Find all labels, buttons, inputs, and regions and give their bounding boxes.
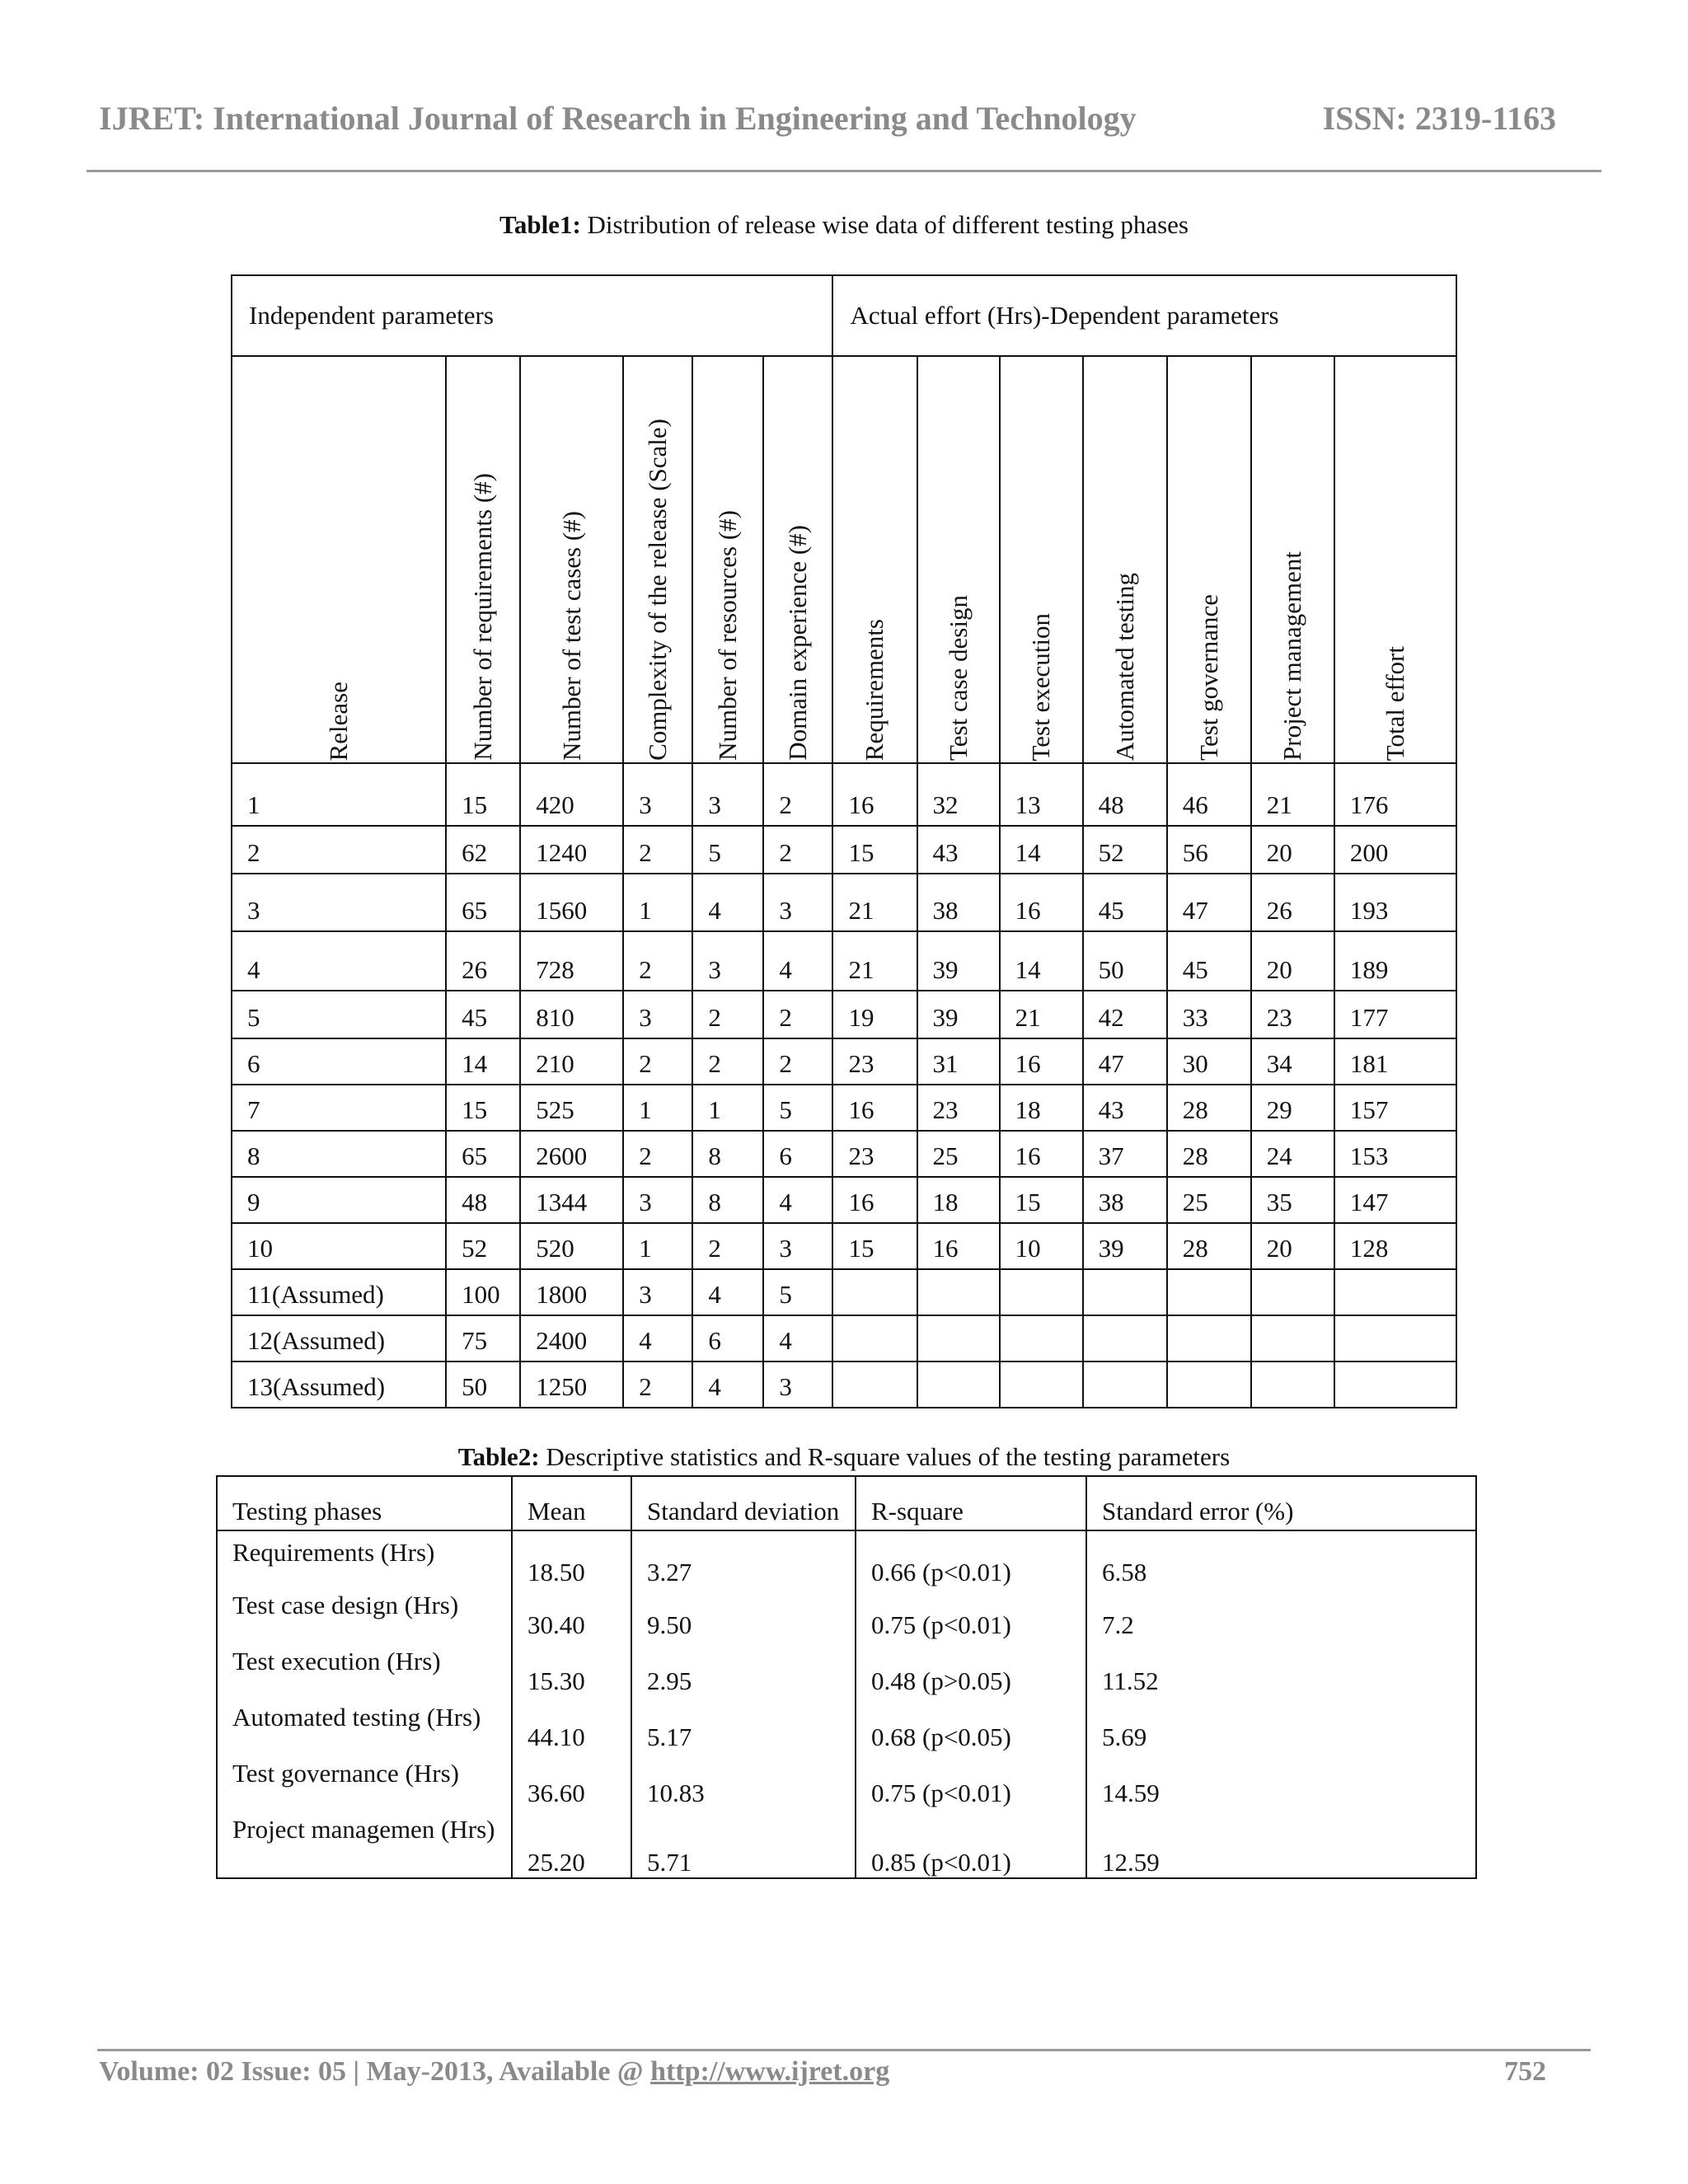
table1-row xyxy=(232,1361,1456,1408)
table2-column-header: Testing phases xyxy=(217,1476,512,1530)
table1-column-header-label: Automated testing xyxy=(1109,572,1139,761)
table2-value-cell: 5.71 xyxy=(631,1808,856,1878)
table1-column-header-label: Test execution xyxy=(1026,612,1056,761)
table1-cell xyxy=(1251,1315,1334,1361)
table2 xyxy=(216,1475,1477,1879)
table1-cell: 100 xyxy=(446,1269,520,1315)
table1-cell: 45 xyxy=(1167,931,1251,991)
table2-value-cell: 7.2 xyxy=(1086,1587,1476,1640)
table1-cell: 23 xyxy=(1251,991,1334,1038)
table1-cell: 75 xyxy=(446,1315,520,1361)
table1-cell: 6 xyxy=(763,1131,832,1177)
table1-row xyxy=(232,1269,1456,1315)
table1-column-header-label: Domain experience (#) xyxy=(783,525,813,761)
table1-cell: 3 xyxy=(692,931,763,991)
table1-cell: 147 xyxy=(1334,1177,1456,1223)
table1-cell: 56 xyxy=(1167,826,1251,874)
table1-cell: 5 xyxy=(692,826,763,874)
table2-value-cell: 0.48 (p>0.05) xyxy=(856,1640,1086,1696)
table1-cell: 3 xyxy=(623,1177,692,1223)
footer-divider xyxy=(97,2049,1591,2051)
table1-cell: 3 xyxy=(763,1223,832,1269)
table1-column-header-label: Complexity of the release (Scale) xyxy=(643,419,673,761)
table2-phase-cell: Test case design (Hrs) xyxy=(217,1587,512,1640)
table1-cell xyxy=(1334,1269,1456,1315)
table1-cell: 16 xyxy=(1000,874,1083,931)
table1-column-header xyxy=(1000,356,1083,763)
table1-cell: 728 xyxy=(520,931,623,991)
table1-cell: 189 xyxy=(1334,931,1456,991)
table1-cell: 50 xyxy=(446,1361,520,1408)
table1-cell: 3 xyxy=(623,1269,692,1315)
table1-cell: 3 xyxy=(692,763,763,826)
table1-cell: 21 xyxy=(832,931,917,991)
table1-cell: 128 xyxy=(1334,1223,1456,1269)
table1-cell: 26 xyxy=(1251,874,1334,931)
table1-cell: 20 xyxy=(1251,1223,1334,1269)
table1-cell: 37 xyxy=(1083,1131,1167,1177)
table1-cell: 1240 xyxy=(520,826,623,874)
table1-cell: 23 xyxy=(832,1131,917,1177)
table1-cell xyxy=(1083,1315,1167,1361)
table2-phase-cell: Test governance (Hrs) xyxy=(217,1752,512,1808)
table1-column-header xyxy=(1251,356,1334,763)
table1-cell: 4 xyxy=(763,1315,832,1361)
table2-value-cell: 18.50 xyxy=(512,1530,631,1587)
table1-cell xyxy=(1167,1269,1251,1315)
table1-cell: 3 xyxy=(763,1361,832,1408)
table1-row xyxy=(232,826,1456,874)
table1-cell: 3 xyxy=(623,991,692,1038)
table1-row xyxy=(232,1038,1456,1085)
table1-column-header-label: Number of resources (#) xyxy=(713,510,743,761)
table1-cell: 15 xyxy=(446,1085,520,1131)
table2-value-cell: 5.17 xyxy=(631,1696,856,1752)
table1-cell: 35 xyxy=(1251,1177,1334,1223)
table1-cell xyxy=(1083,1361,1167,1408)
table1-cell: 65 xyxy=(446,874,520,931)
table1-cell: 39 xyxy=(1083,1223,1167,1269)
table1-column-header xyxy=(1334,356,1456,763)
journal-name: IJRET: International Journal of Research in Engineering and Technology xyxy=(99,100,1137,137)
table1-cell: 13(Assumed) xyxy=(232,1361,446,1408)
table1-cell: 2 xyxy=(763,991,832,1038)
running-footer xyxy=(99,2056,1589,2097)
volume-text: Volume: 02 Issue: 05 | May-2013, Available @ xyxy=(99,2056,651,2087)
table1-cell: 24 xyxy=(1251,1131,1334,1177)
table1-cell: 19 xyxy=(832,991,917,1038)
table1-cell: 4 xyxy=(232,931,446,991)
table1-cell: 13 xyxy=(1000,763,1083,826)
table1-cell: 10 xyxy=(232,1223,446,1269)
table1-cell: 2600 xyxy=(520,1131,623,1177)
table1-column-header xyxy=(917,356,1000,763)
table1-cell: 62 xyxy=(446,826,520,874)
table1-cell: 15 xyxy=(832,826,917,874)
table1-cell: 29 xyxy=(1251,1085,1334,1131)
table1 xyxy=(231,274,1457,1408)
journal-link[interactable]: http://www.ijret.org xyxy=(650,2056,890,2087)
table2-value-cell: 5.69 xyxy=(1086,1696,1476,1752)
table1-cell: 1344 xyxy=(520,1177,623,1223)
table1-cell: 1 xyxy=(623,1085,692,1131)
table1-cell: 9 xyxy=(232,1177,446,1223)
table1-column-header-label: Release xyxy=(324,681,354,761)
table1-cell: 1 xyxy=(232,763,446,826)
table1-cell: 16 xyxy=(1000,1038,1083,1085)
table1-cell: 1250 xyxy=(520,1361,623,1408)
table1-column-header xyxy=(623,356,692,763)
table1-cell: 8 xyxy=(692,1131,763,1177)
table1-cell: 4 xyxy=(692,1269,763,1315)
table2-column-header: Standard deviation xyxy=(631,1476,856,1530)
table2-value-cell: 11.52 xyxy=(1086,1640,1476,1696)
table1-cell: 48 xyxy=(1083,763,1167,826)
table1-cell: 181 xyxy=(1334,1038,1456,1085)
running-header xyxy=(99,99,1589,140)
table1-cell: 50 xyxy=(1083,931,1167,991)
table1-cell: 34 xyxy=(1251,1038,1334,1085)
table2-row xyxy=(217,1808,1476,1878)
table1-cell: 2 xyxy=(692,1038,763,1085)
table2-value-cell: 3.27 xyxy=(631,1530,856,1587)
table1-cell xyxy=(917,1315,1000,1361)
table2-caption-label: Table2: xyxy=(457,1442,540,1471)
table1-cell: 47 xyxy=(1167,874,1251,931)
table1-cell xyxy=(1000,1361,1083,1408)
table1-row xyxy=(232,991,1456,1038)
table1-cell: 210 xyxy=(520,1038,623,1085)
table1-cell xyxy=(1000,1269,1083,1315)
table1-cell: 157 xyxy=(1334,1085,1456,1131)
table1-cell: 11(Assumed) xyxy=(232,1269,446,1315)
table1-cell: 4 xyxy=(623,1315,692,1361)
table1-cell: 1560 xyxy=(520,874,623,931)
table1-cell xyxy=(917,1361,1000,1408)
table1-cell: 39 xyxy=(917,991,1000,1038)
table1-cell xyxy=(1251,1269,1334,1315)
table1-cell xyxy=(1334,1361,1456,1408)
table1-cell: 176 xyxy=(1334,763,1456,826)
table1-cell: 4 xyxy=(692,1361,763,1408)
table1-row xyxy=(232,763,1456,826)
table2-column-header: Standard error (%) xyxy=(1086,1476,1476,1530)
table2-value-cell: 30.40 xyxy=(512,1587,631,1640)
table1-cell: 2 xyxy=(692,991,763,1038)
table1-cell: 4 xyxy=(763,931,832,991)
table1-cell: 16 xyxy=(832,1085,917,1131)
table1-column-header xyxy=(446,356,520,763)
table1-cell: 8 xyxy=(692,1177,763,1223)
table2-value-cell: 12.59 xyxy=(1086,1808,1476,1878)
table1-column-header xyxy=(1167,356,1251,763)
table1-cell: 7 xyxy=(232,1085,446,1131)
table1-cell: 2400 xyxy=(520,1315,623,1361)
table1-cell: 21 xyxy=(1251,763,1334,826)
table1-cell xyxy=(1000,1315,1083,1361)
table1-cell: 1 xyxy=(623,874,692,931)
table1-cell: 14 xyxy=(446,1038,520,1085)
table1-cell: 200 xyxy=(1334,826,1456,874)
table1-column-header-label: Total effort xyxy=(1380,645,1409,761)
table1-row xyxy=(232,874,1456,931)
table1-column-header xyxy=(832,356,917,763)
table1-column-header-label: Requirements xyxy=(860,618,889,761)
table2-phase-cell: Automated testing (Hrs) xyxy=(217,1696,512,1752)
table1-cell: 25 xyxy=(917,1131,1000,1177)
table1-cell: 2 xyxy=(763,826,832,874)
table1-column-header xyxy=(1083,356,1167,763)
table1-column-header-label: Test governance xyxy=(1193,594,1223,761)
table1-cell: 2 xyxy=(623,826,692,874)
issn: ISSN: 2319-1163 xyxy=(1322,100,1556,137)
table1-cell xyxy=(832,1269,917,1315)
table1-cell: 4 xyxy=(763,1177,832,1223)
table1-cell: 2 xyxy=(623,1361,692,1408)
table2-body xyxy=(217,1530,1476,1878)
table1-cell: 5 xyxy=(763,1269,832,1315)
table1-column-header-label: Test case design xyxy=(943,595,973,761)
table1-cell: 3 xyxy=(232,874,446,931)
table1-cell: 525 xyxy=(520,1085,623,1131)
table1-cell: 14 xyxy=(1000,826,1083,874)
volume-info xyxy=(99,2056,889,2088)
table1-cell: 2 xyxy=(692,1223,763,1269)
table2-value-cell: 0.66 (p<0.01) xyxy=(856,1530,1086,1587)
table1-cell: 3 xyxy=(763,874,832,931)
table1-cell: 2 xyxy=(623,931,692,991)
table1-cell: 12(Assumed) xyxy=(232,1315,446,1361)
table2-value-cell: 9.50 xyxy=(631,1587,856,1640)
table1-cell xyxy=(917,1269,1000,1315)
table1-cell: 18 xyxy=(1000,1085,1083,1131)
table1-column-header-label: Project management xyxy=(1278,551,1307,761)
table2-value-cell: 44.10 xyxy=(512,1696,631,1752)
table2-row xyxy=(217,1587,1476,1640)
table1-cell: 5 xyxy=(232,991,446,1038)
table2-caption xyxy=(0,1442,1688,1472)
table2-value-cell: 0.85 (p<0.01) xyxy=(856,1808,1086,1878)
table1-cell: 3 xyxy=(623,763,692,826)
table1-cell xyxy=(832,1361,917,1408)
table1-cell: 14 xyxy=(1000,931,1083,991)
table1-cell: 15 xyxy=(446,763,520,826)
table1-cell: 1 xyxy=(623,1223,692,1269)
table2-row xyxy=(217,1640,1476,1696)
table2-column-header: R-square xyxy=(856,1476,1086,1530)
table1-row xyxy=(232,1177,1456,1223)
table1-cell: 16 xyxy=(1000,1131,1083,1177)
table2-value-cell: 6.58 xyxy=(1086,1530,1476,1587)
table2-phase-cell: Test execution (Hrs) xyxy=(217,1640,512,1696)
independent-params-header: Independent parameters xyxy=(232,275,832,356)
table2-value-cell: 15.30 xyxy=(512,1640,631,1696)
table1-cell: 28 xyxy=(1167,1131,1251,1177)
table1-body xyxy=(232,763,1456,1408)
table1-caption-text: Distribution of release wise data of different testing phases xyxy=(580,210,1189,239)
dependent-params-header: Actual effort (Hrs)-Dependent parameters xyxy=(832,275,1456,356)
table1-cell: 1800 xyxy=(520,1269,623,1315)
table1-cell xyxy=(1167,1315,1251,1361)
table1-cell: 47 xyxy=(1083,1038,1167,1085)
table1-cell: 2 xyxy=(232,826,446,874)
table1-cell: 16 xyxy=(917,1223,1000,1269)
table2-value-cell: 0.68 (p<0.05) xyxy=(856,1696,1086,1752)
table1-caption-label: Table1: xyxy=(499,210,581,239)
table1-cell: 46 xyxy=(1167,763,1251,826)
table1-cell xyxy=(1334,1315,1456,1361)
table1-cell: 6 xyxy=(692,1315,763,1361)
table1-cell: 4 xyxy=(692,874,763,931)
table2-caption-text: Descriptive statistics and R-square values of the testing parameters xyxy=(539,1442,1231,1471)
table1-cell: 8 xyxy=(232,1131,446,1177)
table1-cell xyxy=(832,1315,917,1361)
table1-column-header xyxy=(692,356,763,763)
table1-column-header xyxy=(763,356,832,763)
table1-cell: 177 xyxy=(1334,991,1456,1038)
table1-column-header xyxy=(232,356,446,763)
table1-cell: 810 xyxy=(520,991,623,1038)
table1-cell: 153 xyxy=(1334,1131,1456,1177)
table2-value-cell: 25.20 xyxy=(512,1808,631,1878)
table1-cell: 1 xyxy=(692,1085,763,1131)
table2-row xyxy=(217,1530,1476,1587)
table1-cell xyxy=(1251,1361,1334,1408)
table1-cell: 23 xyxy=(832,1038,917,1085)
table1-cell: 15 xyxy=(832,1223,917,1269)
table1-cell: 52 xyxy=(1083,826,1167,874)
table1-cell: 20 xyxy=(1251,931,1334,991)
table1-cell: 20 xyxy=(1251,826,1334,874)
table2-value-cell: 0.75 (p<0.01) xyxy=(856,1587,1086,1640)
table2-value-cell: 10.83 xyxy=(631,1752,856,1808)
table1-cell: 16 xyxy=(832,1177,917,1223)
table1-cell xyxy=(1083,1269,1167,1315)
table2-value-cell: 14.59 xyxy=(1086,1752,1476,1808)
table1-cell: 32 xyxy=(917,763,1000,826)
table1-cell: 42 xyxy=(1083,991,1167,1038)
table2-column-header: Mean xyxy=(512,1476,631,1530)
table1-cell: 10 xyxy=(1000,1223,1083,1269)
table1-cell: 2 xyxy=(623,1131,692,1177)
table1-row xyxy=(232,1085,1456,1131)
table2-value-cell: 2.95 xyxy=(631,1640,856,1696)
table1-row xyxy=(232,1315,1456,1361)
table1-cell: 45 xyxy=(1083,874,1167,931)
table1-cell: 48 xyxy=(446,1177,520,1223)
header-divider xyxy=(87,170,1601,172)
table1-cell: 520 xyxy=(520,1223,623,1269)
table1-column-header xyxy=(520,356,623,763)
table1-cell: 25 xyxy=(1167,1177,1251,1223)
table1-cell: 38 xyxy=(1083,1177,1167,1223)
table1-caption xyxy=(0,210,1688,240)
table1-cell: 21 xyxy=(832,874,917,931)
table1-cell: 15 xyxy=(1000,1177,1083,1223)
page-number: 752 xyxy=(1504,2056,1546,2087)
table2-phase-cell: Project managemen (Hrs) xyxy=(217,1808,512,1878)
table1-cell: 5 xyxy=(763,1085,832,1131)
table1-cell: 21 xyxy=(1000,991,1083,1038)
table1-row xyxy=(232,1223,1456,1269)
table1-cell: 16 xyxy=(832,763,917,826)
table1-cell: 28 xyxy=(1167,1085,1251,1131)
table2-phase-cell: Requirements (Hrs) xyxy=(217,1530,512,1587)
table2-column-headers xyxy=(217,1476,1476,1530)
table1-cell: 45 xyxy=(446,991,520,1038)
table2-value-cell: 0.75 (p<0.01) xyxy=(856,1752,1086,1808)
table1-cell: 43 xyxy=(1083,1085,1167,1131)
table1-cell: 18 xyxy=(917,1177,1000,1223)
table1-cell xyxy=(1167,1361,1251,1408)
table1-column-header-label: Number of requirements (#) xyxy=(468,473,498,761)
table2-value-cell: 36.60 xyxy=(512,1752,631,1808)
table1-cell: 65 xyxy=(446,1131,520,1177)
table1-cell: 52 xyxy=(446,1223,520,1269)
table1-cell: 6 xyxy=(232,1038,446,1085)
table1-cell: 26 xyxy=(446,931,520,991)
table1-cell: 2 xyxy=(763,763,832,826)
table1-cell: 38 xyxy=(917,874,1000,931)
table1-cell: 2 xyxy=(623,1038,692,1085)
table1-cell: 193 xyxy=(1334,874,1456,931)
table1-column-headers xyxy=(232,356,1456,763)
table1-cell: 33 xyxy=(1167,991,1251,1038)
table1-cell: 2 xyxy=(763,1038,832,1085)
table1-cell: 39 xyxy=(917,931,1000,991)
table2-row xyxy=(217,1752,1476,1808)
table1-row xyxy=(232,931,1456,991)
table2-row xyxy=(217,1696,1476,1752)
table1-cell: 420 xyxy=(520,763,623,826)
table1-cell: 30 xyxy=(1167,1038,1251,1085)
table1-column-header-label: Number of test cases (#) xyxy=(556,510,586,761)
table1-cell: 23 xyxy=(917,1085,1000,1131)
table1-cell: 43 xyxy=(917,826,1000,874)
table1-cell: 28 xyxy=(1167,1223,1251,1269)
table1-cell: 31 xyxy=(917,1038,1000,1085)
table1-row xyxy=(232,1131,1456,1177)
